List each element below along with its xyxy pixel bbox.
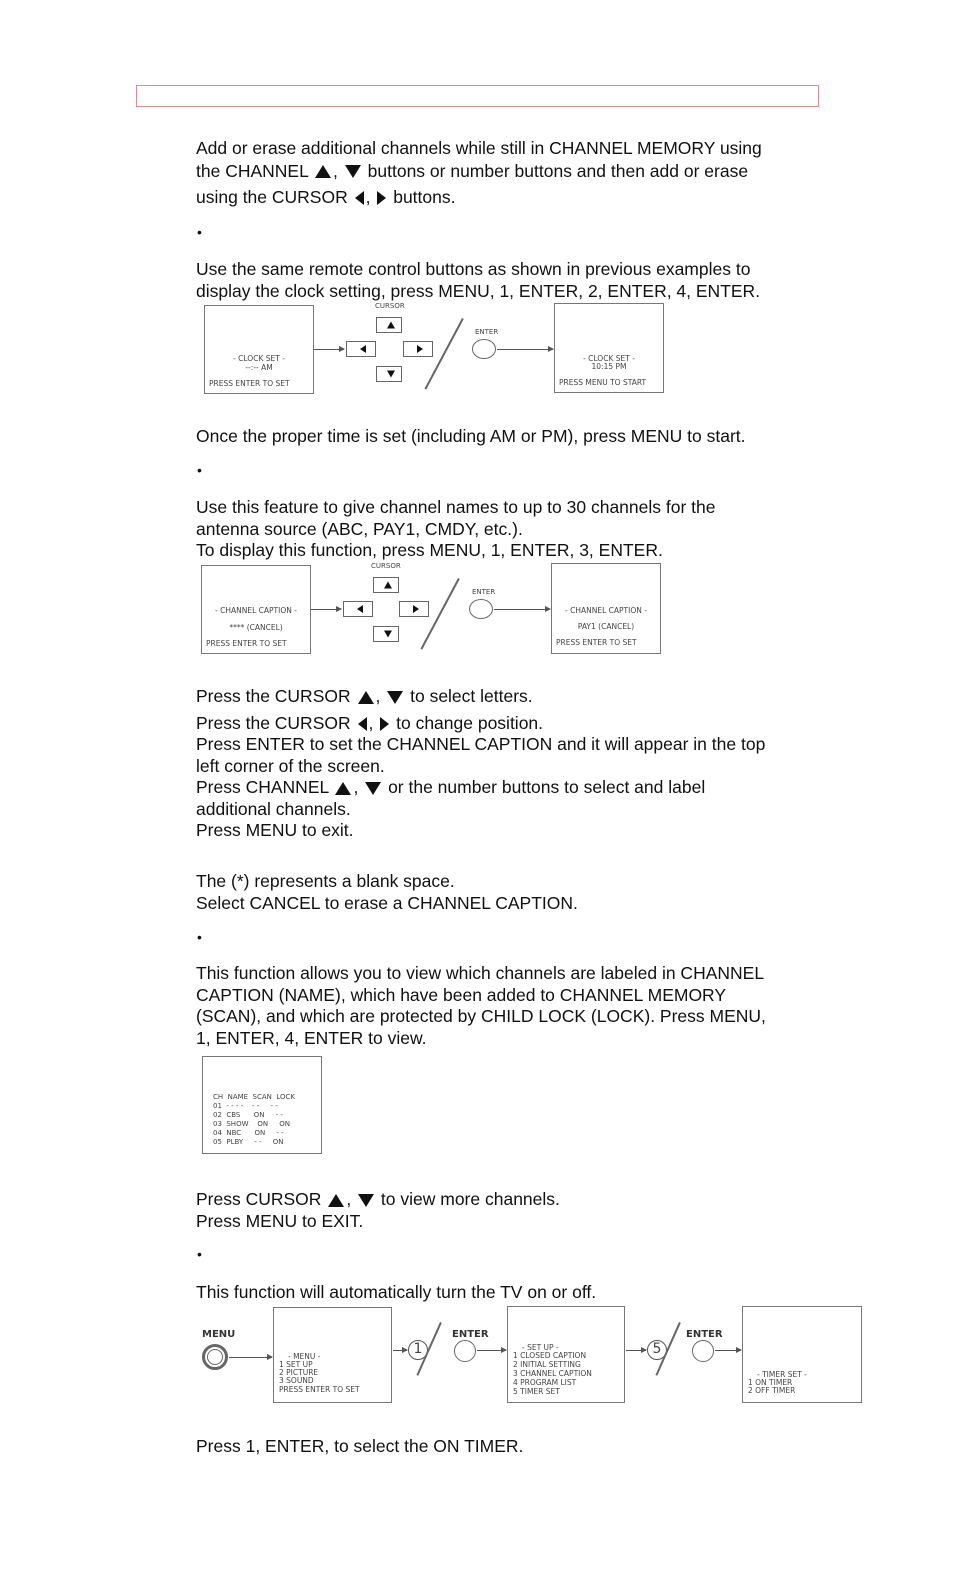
left-arrow-icon — [358, 717, 367, 731]
down-arrow-icon — [387, 691, 403, 704]
timer-paragraph: This function will automatically turn the TV on or off. — [196, 1282, 597, 1302]
up-arrow-icon — [328, 1194, 344, 1207]
right-arrow-icon — [380, 717, 389, 731]
channel-caption-paragraph: Use this feature to give channel names to up to 30 channels for the antenna source (ABC, PAY1, CMDY, etc.). To display this function, press MENU, 1, ENTER, 3, ENTER. — [196, 497, 716, 560]
down-arrow-icon — [384, 631, 392, 638]
number-1-button: 1 — [408, 1340, 428, 1360]
clock-start-paragraph: Once the proper time is set (including AM or PM), press MENU to start. — [196, 426, 746, 446]
cursor-down-button — [373, 626, 399, 642]
bullet: • — [197, 929, 202, 945]
menu-screen: - MENU - 1 SET UP 2 PICTURE 3 SOUND PRESS ENTER TO SET — [273, 1307, 392, 1403]
clock-setting-paragraph: Use the same remote control buttons as shown in previous examples to display the clock setting, press MENU, 1, ENTER, 2, ENTER, 4, ENTER. — [196, 259, 761, 301]
menu-button-inner — [207, 1349, 223, 1365]
down-arrow-icon — [365, 782, 381, 795]
clock-set-result-screen: - CLOCK SET - 10:15 PM PRESS MENU TO START — [554, 303, 664, 393]
program-list-row: 03 SHOW ON ON — [213, 1120, 291, 1128]
flow-arrow — [715, 1350, 741, 1351]
caption-instructions-paragraph: Press the CURSOR , to select letters. Press the CURSOR , to change position. Press ENTER to set the CHANNEL CAPTION and it will appear in the top left corner of the screen. Press CHANNEL , or the number buttons to select and label additional channels. Press MENU to exit. — [196, 686, 766, 840]
channel-caption-screen: - CHANNEL CAPTION - **** (CANCEL) PRESS ENTER TO SET — [201, 565, 311, 654]
enter-button — [454, 1340, 476, 1362]
up-arrow-icon — [387, 322, 395, 329]
right-arrow-icon — [417, 345, 423, 353]
enter-button — [472, 339, 496, 359]
caption-notes-paragraph: The (*) represents a blank space. Select CANCEL to erase a CHANNEL CAPTION. — [196, 871, 578, 913]
enter-label: ENTER — [472, 588, 496, 596]
on-timer-paragraph: Press 1, ENTER, to select the ON TIMER. — [196, 1436, 524, 1456]
bullet: • — [197, 1246, 202, 1262]
program-list-screen — [202, 1056, 322, 1154]
enter-button — [469, 599, 493, 619]
cursor-down-button — [376, 366, 402, 382]
program-list-header: CH NAME SCAN LOCK — [213, 1093, 295, 1101]
enter-label: ENTER — [452, 1329, 489, 1340]
channel-caption-result-screen: - CHANNEL CAPTION - PAY1 (CANCEL) PRESS ENTER TO SET — [551, 563, 661, 654]
up-arrow-icon — [384, 582, 392, 589]
bullet: • — [197, 224, 202, 240]
flow-arrow — [311, 609, 341, 610]
clock-set-screen: - CLOCK SET - --:-- AM PRESS ENTER TO SET — [204, 305, 314, 394]
up-arrow-icon — [315, 165, 331, 178]
flow-arrow — [494, 609, 550, 610]
up-arrow-icon — [335, 782, 351, 795]
timer-set-screen: - TIMER SET - 1 ON TIMER 2 OFF TIMER — [742, 1306, 862, 1403]
cursor-right-button — [399, 601, 429, 617]
cursor-up-button — [373, 577, 399, 593]
flow-arrow — [229, 1357, 272, 1358]
left-arrow-icon — [360, 345, 366, 353]
up-arrow-icon — [358, 691, 374, 704]
right-arrow-icon — [413, 605, 419, 613]
cursor-label: CURSOR — [371, 562, 401, 570]
setup-screen: - SET UP - 1 CLOSED CAPTION 2 INITIAL SETTING 3 CHANNEL CAPTION 4 PROGRAM LIST 5 TIMER SET — [507, 1306, 625, 1403]
header-bar — [136, 85, 819, 107]
cursor-label: CURSOR — [375, 302, 405, 310]
program-list-row: 04 NBC ON - - — [213, 1129, 284, 1137]
cursor-right-button — [403, 341, 433, 357]
enter-label: ENTER — [475, 328, 499, 336]
cursor-left-button — [346, 341, 376, 357]
bullet: • — [197, 462, 202, 478]
enter-button — [692, 1340, 714, 1362]
menu-label: MENU — [202, 1329, 236, 1340]
program-list-row: 05 PLBY - - ON — [213, 1138, 284, 1146]
program-list-row: 02 CBS ON - - — [213, 1111, 283, 1119]
flow-arrow — [477, 1350, 506, 1351]
right-arrow-icon — [377, 191, 386, 205]
flow-arrow — [626, 1350, 646, 1351]
cursor-up-button — [376, 317, 402, 333]
left-arrow-icon — [357, 605, 363, 613]
number-5-button: 5 — [647, 1340, 667, 1360]
enter-label: ENTER — [686, 1329, 723, 1340]
down-arrow-icon — [345, 165, 361, 178]
flow-arrow — [314, 349, 344, 350]
cursor-left-button — [343, 601, 373, 617]
flow-arrow — [393, 1350, 407, 1351]
program-list-instructions: Press CURSOR , to view more channels. Press MENU to EXIT. — [196, 1189, 560, 1231]
channel-memory-paragraph: Add or erase additional channels while still in CHANNEL MEMORY using the CHANNEL , buttons or number buttons and then add or erase using the CURSOR , buttons. — [196, 138, 762, 207]
left-arrow-icon — [355, 191, 364, 205]
down-arrow-icon — [358, 1194, 374, 1207]
down-arrow-icon — [387, 371, 395, 378]
flow-arrow — [497, 349, 553, 350]
program-list-row: 01 - - - - - - - - — [213, 1102, 278, 1110]
program-list-paragraph: This function allows you to view which channels are labeled in CHANNEL CAPTION (NAME), which have been added to CHANNEL MEMORY (SCAN), and which are protected by CHILD LOCK (LOCK). Press MENU, 1, ENTER, 4, ENTER to view. — [196, 963, 766, 1048]
